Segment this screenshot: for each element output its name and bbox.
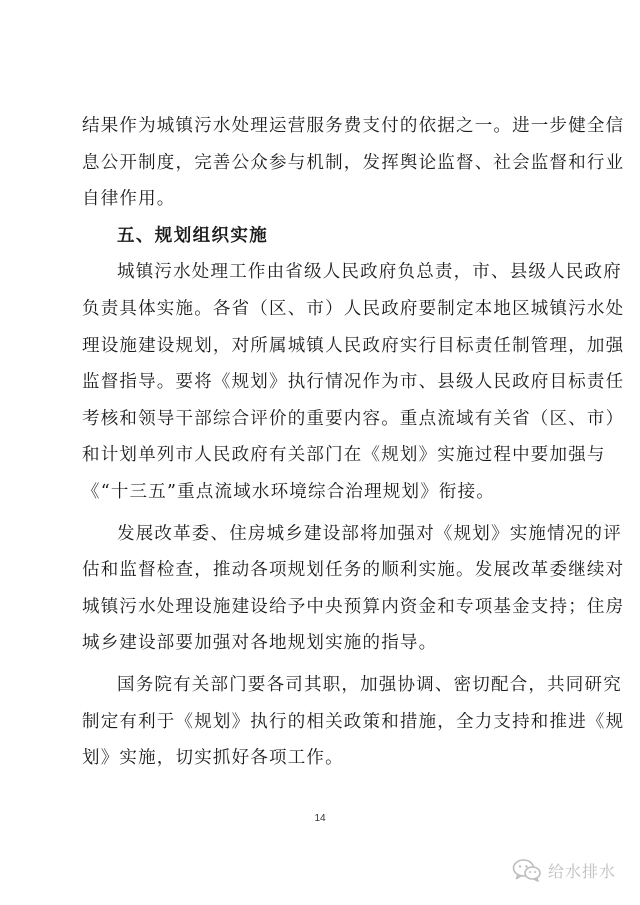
document-body	[82, 108, 625, 777]
text-line: 《“十三五”重点流域水环境综合治理规划》衔接。	[82, 481, 495, 502]
watermark-text: 给水排水	[547, 861, 616, 881]
watermark	[512, 858, 616, 882]
paragraph-responsibility	[82, 254, 625, 510]
paragraph-supervision	[82, 516, 625, 662]
text-line: 城镇污水处理设施建设给予中央预算内资金和专项基金支持；住房	[82, 596, 625, 617]
text-line: 估和监督检查，推动各项规划任务的顺利实施。发展改革委继续对	[82, 560, 625, 581]
text-line: 和计划单列市人民政府有关部门在《规划》实施过程中要加强与	[82, 445, 606, 466]
text-line: 负责具体实施。各省（区、市）人民政府要制定本地区城镇污水处	[82, 298, 625, 319]
text-line: 结果作为城镇污水处理运营服务费支付的依据之一。进一步健全信	[82, 116, 625, 136]
text-line: 国务院有关部门要各司其职，加强协调、密切配合，共同研究	[117, 674, 622, 695]
wechat-icon	[512, 858, 542, 882]
text-line: 制定有利于《规划》执行的相关政策和措施，全力支持和推进《规	[82, 711, 625, 732]
paragraph-coordination	[82, 667, 625, 777]
text-line: 理设施建设规划，对所属城镇人民政府实行目标责任制管理，加强	[82, 335, 625, 356]
text-line: 城乡建设部要加强对各地规划实施的指导。	[82, 633, 438, 654]
text-line: 划》实施，切实抓好各项工作。	[82, 748, 344, 769]
continued-paragraph	[82, 108, 625, 218]
text-line: 发展改革委、住房城乡建设部将加强对《规划》实施情况的评	[117, 523, 622, 544]
text-line: 城镇污水处理工作由省级人民政府负总责，市、县级人民政府	[117, 262, 622, 283]
text-line: 考核和领导干部综合评价的重要内容。重点流域有关省（区、市）	[82, 408, 625, 429]
text-line: 监督指导。要将《规划》执行情况作为市、县级人民政府目标责任	[82, 372, 625, 393]
text-line: 息公开制度，完善公众参与机制，发挥舆论监督、社会监督和行业	[82, 152, 625, 173]
section-heading: 五、规划组织实施	[117, 225, 269, 246]
text-line: 自律作用。	[82, 189, 176, 210]
page-number: 14	[314, 813, 326, 824]
